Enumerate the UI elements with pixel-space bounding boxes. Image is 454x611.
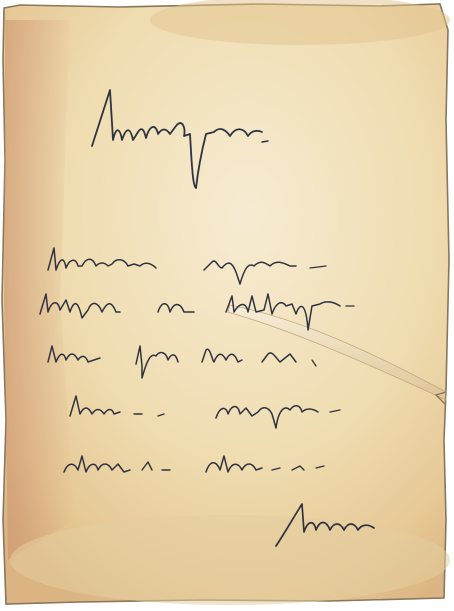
paper-stain-bottom [10,515,450,605]
